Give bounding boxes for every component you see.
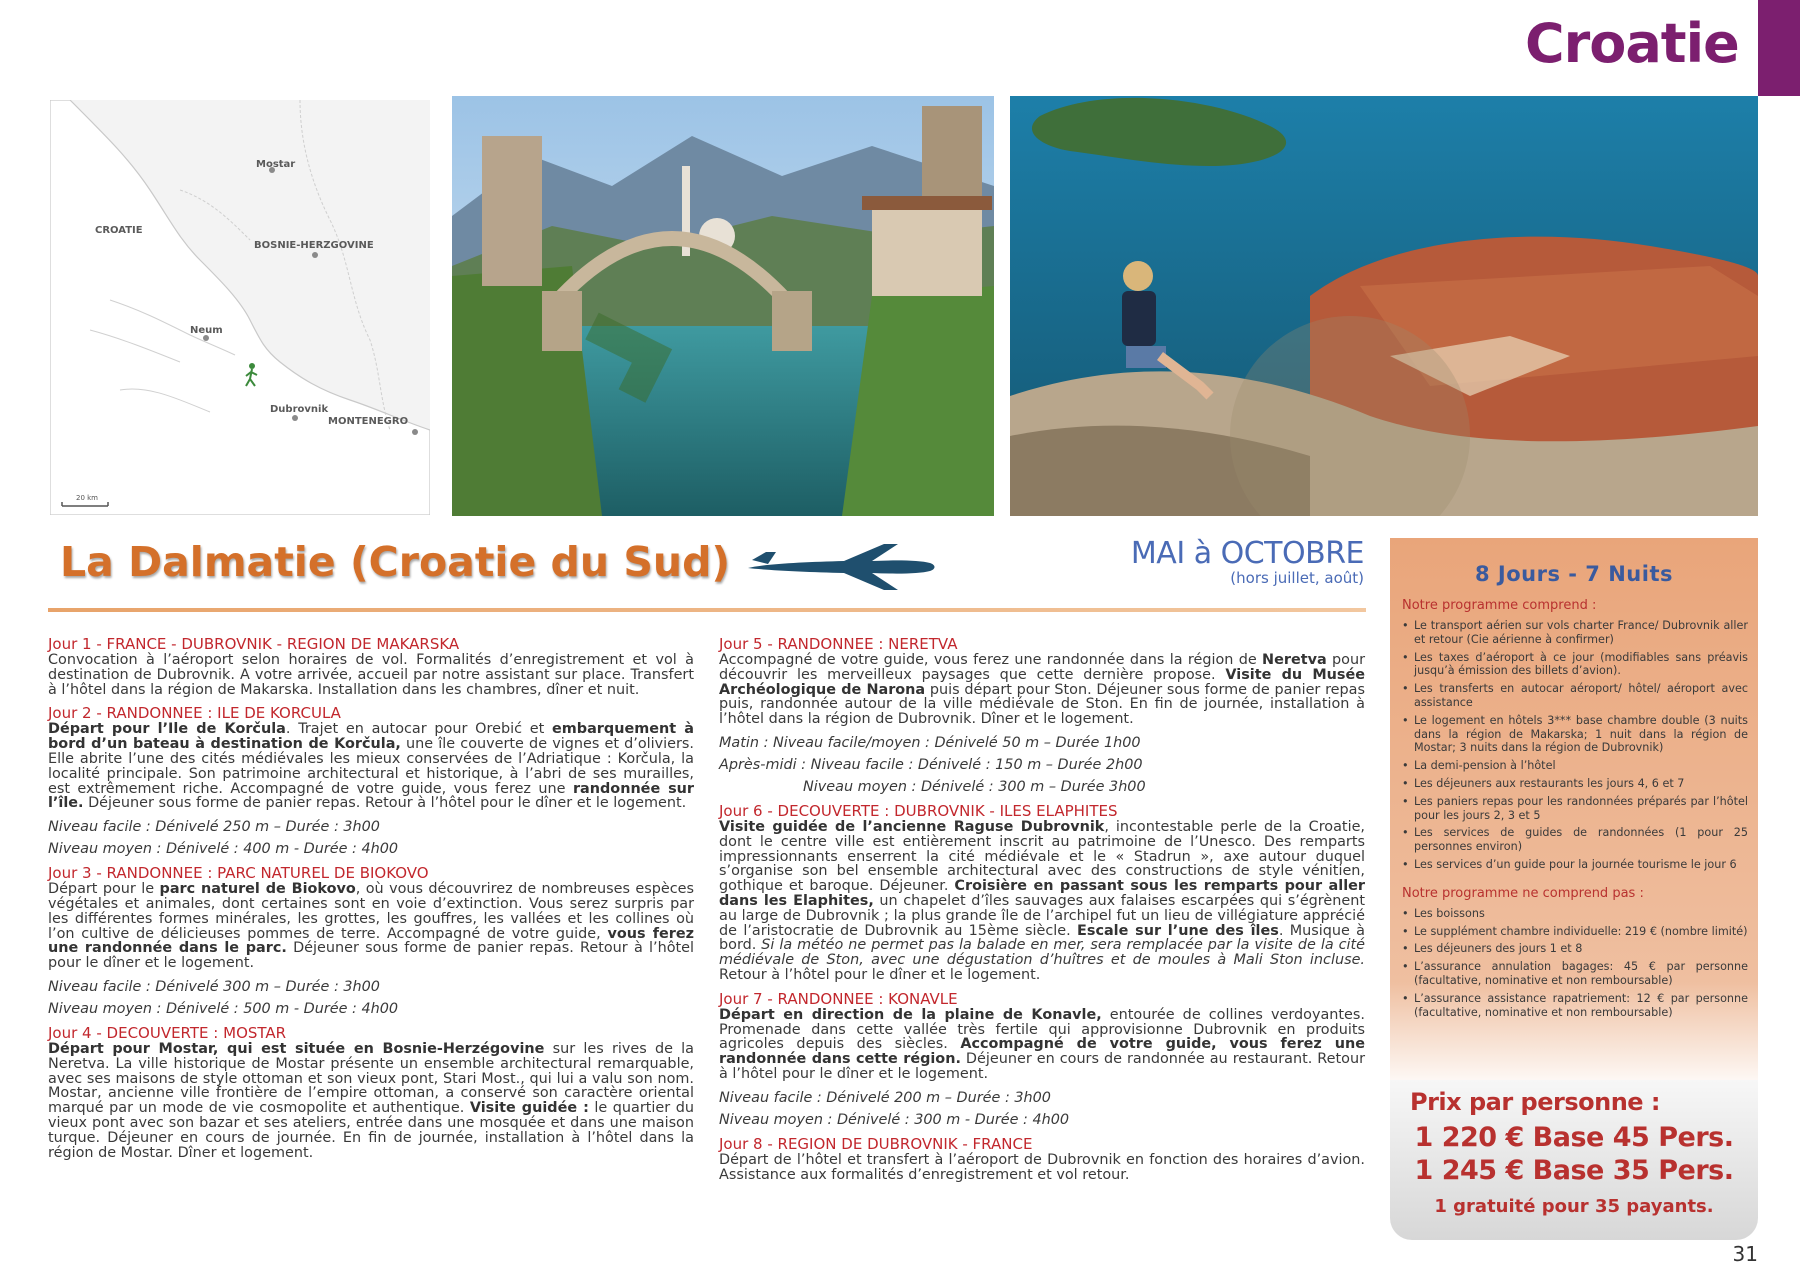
day-heading: Jour 5 - RANDONNEE : NERETVA: [719, 635, 958, 653]
itinerary-day: [48, 636, 694, 697]
excludes-heading: Notre programme ne comprend pas :: [1402, 885, 1644, 901]
day-text-segment: vous ferez une randonnée dans le parc.: [48, 925, 694, 957]
itinerary-day: [48, 1025, 694, 1160]
day-text-segment: Croisière en passant sous les remparts pour aller dans les Elaphites,: [719, 878, 1365, 909]
map-label-dubrovnik: Dubrovnik: [270, 404, 329, 415]
day-text-segment: , où vous découvrirez de nombreuses espèces végétales et animales, dont certaines sont en voie d’extinction. Vous serez surpris par les différentes formes minérales, les grottes, les gouffres, les vallées et les collines où l’on cultive de délicieuses pommes de terre. Accompagné de votre guide,: [48, 881, 694, 942]
day-text-segment: Départ en direction de la plaine de Konavle,: [719, 1006, 1102, 1023]
itinerary-day: [719, 991, 1365, 1128]
day-text-segment: un chapelet d’îles sauvages aux falaises escarpées qui s’égrènent au large de Dubrovnik ; la plus grande île de l’archipel fut un lieu de villégiature apprécié de l’aristocratie de Dubrovnik au 15ème siècle.: [719, 892, 1365, 939]
day-text-segment: parc naturel de Biokovo: [159, 881, 356, 898]
day-text-segment: Accompagné de votre guide, vous ferez une randonnée dans cette région.: [719, 1036, 1365, 1068]
day-text-segment: Départ de l’hôtel et transfert à l’aéroport de Dubrovnik en fonction des horaires d’avion. Assistance aux formalités d’enregistrement et vol retour.: [719, 1151, 1365, 1183]
day-text-segment: une île couverte de vignes et d’oliviers. Elle abrite l’une des cités médiévales les mieux conservées de l’Adriatique : Korčula, la localité principale. Son patrimoine architectural et historique, à l’abri de ses murailles, est extrêmement riche. Accompagné de votre guide, vous ferez une: [48, 736, 694, 797]
map-label-croatie: CROATIE: [95, 225, 143, 236]
program-item: • Les services d’un guide pour la journée tourisme le jour 6: [1402, 858, 1748, 872]
color-tab: [1758, 0, 1800, 96]
difficulty-level: Niveau moyen : Dénivelé : 500 m - Durée : 4h00: [48, 1000, 399, 1017]
difficulty-level: Niveau moyen : Dénivelé : 300 m – Durée 3h00: [803, 778, 1146, 795]
day-description: [719, 1153, 1365, 1183]
day-text-segment: Si la météo ne permet pas la balade en mer, sera remplacée par la visite de la cité médiévale de Ston, avec une dégustation d’huîtres et de moules à Mali Ston incluse.: [719, 937, 1366, 969]
map-label-neum: Neum: [190, 325, 223, 336]
program-item: • Les paniers repas pour les randonnées préparés par l’hôtel pour les jours 2, 3 et 5: [1402, 795, 1748, 823]
season-block: [1131, 536, 1364, 587]
day-heading: Jour 8 - REGION DE DUBROVNIK - FRANCE: [719, 1134, 1033, 1153]
title-divider: [48, 608, 1366, 612]
difficulty-level: Niveau moyen : Dénivelé : 300 m - Durée : 4h00: [719, 1111, 1070, 1128]
itinerary-day: [48, 705, 694, 857]
includes-list: [1390, 619, 1758, 872]
itinerary-left-column: [48, 636, 694, 1168]
day-text-segment: . Musique à bord.: [719, 922, 1366, 954]
day-description: [48, 722, 694, 811]
dubrovnik-photo: [1010, 96, 1758, 516]
difficulty-level: Niveau facile : Dénivelé 250 m – Durée : 3h00: [48, 819, 380, 836]
day-text-segment: entourée de collines verdoyantes. Promenade dans cette vallée très fertile qui approvisionne Dubrovnik en produits agricoles depuis des siècles.: [719, 1006, 1365, 1053]
day-text-segment: Déjeuner sous forme de panier repas. Retour à l’hôtel pour le dîner et le logement.: [48, 940, 694, 972]
day-text-segment: . Trajet en autocar pour Orebić et: [285, 721, 553, 738]
program-item: • L’assurance annulation bagages: 45 € par personne (facultative, nominative et non remboursable): [1402, 960, 1748, 988]
program-item: • Les déjeuners des jours 1 et 8: [1402, 942, 1748, 956]
map-label-montenegro: MONTENEGRO: [328, 416, 409, 427]
day-description: [48, 882, 694, 971]
program-item: • Le transport aérien sur vols charter France/ Dubrovnik aller et retour (Cie aérienne à confirmer): [1402, 619, 1748, 647]
difficulty-level: Niveau moyen : Dénivelé : 400 m - Durée : 4h00: [48, 841, 399, 858]
mostar-photo: [452, 96, 994, 516]
route-map: [50, 100, 430, 515]
day-heading: Jour 7 - RANDONNEE : KONAVLE: [719, 989, 958, 1008]
day-description: [719, 1008, 1365, 1082]
duration-label: 8 Jours - 7 Nuits: [1475, 562, 1673, 586]
day-heading: Jour 3 - RANDONNEE : PARC NATUREL DE BIOKOVO: [48, 864, 429, 883]
day-heading: Jour 6 - DECOUVERTE : DUBROVNIK - ILES ELAPHITES: [719, 801, 1118, 820]
itinerary-day: [719, 636, 1365, 795]
difficulty-level: Matin : Niveau facile/moyen : Dénivelé 50 m – Durée 1h00: [719, 734, 1141, 751]
day-text-segment: Escale sur l’une des îles: [1077, 922, 1279, 939]
day-text-segment: Visite du Musée Archéologique de Narona: [719, 666, 1366, 698]
free-offer: 1 gratuité pour 35 payants.: [1434, 1196, 1714, 1217]
itinerary-right-column: [719, 636, 1365, 1190]
day-heading: Jour 2 - RANDONNEE : ILE DE KORCULA: [48, 704, 341, 723]
program-item: • Les transferts en autocar aéroport/ hôtel/ aéroport avec assistance: [1402, 682, 1748, 710]
country-title: Croatie: [1525, 12, 1739, 75]
price-title: Prix par personne :: [1410, 1088, 1661, 1116]
season-note: (hors juillet, août): [1230, 569, 1364, 587]
season-label: MAI à OCTOBRE: [1130, 536, 1364, 571]
difficulty-level: Après-midi : Niveau facile : Dénivelé : 150 m – Durée 2h00: [719, 756, 1143, 773]
program-item: • Les services de guides de randonnées (1 pour 25 personnes environ): [1402, 826, 1748, 854]
day-text-segment: Retour à l’hôtel pour le dîner et le logement.: [719, 966, 1041, 983]
day-description: [48, 653, 694, 697]
price-base-35: 1 245 € Base 35 Pers.: [1414, 1155, 1734, 1186]
day-text-segment: Déjeuner sous forme de panier repas. Retour à l’hôtel pour le dîner et le logement.: [83, 795, 687, 812]
difficulty-level: Niveau facile : Dénivelé 200 m – Durée : 3h00: [719, 1089, 1051, 1106]
map-svg: [50, 100, 430, 515]
day-description: [48, 1042, 694, 1160]
difficulty-level: Niveau facile : Dénivelé 300 m – Durée : 3h00: [48, 978, 380, 995]
program-item: • La demi-pension à l’hôtel: [1402, 759, 1748, 773]
day-text-segment: Départ pour l’Ile de Korčula: [48, 721, 286, 738]
itinerary-day: [719, 1136, 1365, 1183]
page-number: 31: [1732, 1242, 1758, 1266]
day-text-segment: embarquement à bord d’un bateau à destination de Korčula,: [48, 721, 694, 753]
day-text-segment: randonnée sur l’île.: [48, 780, 694, 812]
price-box: [1390, 1080, 1758, 1240]
day-text-segment: Départ pour Mostar, qui est située en Bosnie-Herzégovine: [48, 1040, 545, 1057]
day-text-segment: Départ pour le: [48, 881, 160, 898]
map-label-mostar: Mostar: [256, 159, 296, 170]
day-text-segment: , incontestable perle de la Croatie, dont le centre ville est entièrement inscrit au patrimoine de l’Unesco. Des remparts impressionnants enserrent la cité médiévale et le « Stadrun », axe autour duquel s’organise son bel ensemble architectural avec des constructions de style vénitien, gothique et baroque. Déjeuner.: [719, 818, 1365, 895]
city-dot: [412, 429, 418, 435]
program-sidebar: [1390, 538, 1758, 1093]
day-text-segment: le quartier du vieux pont avec son bazar et ses ateliers, entrée dans une mosquée et dans une maison turque. Déjeuner en cours de journée. En fin de journée, installation à l’hôtel dans la région de Mostar. Dîner et logement.: [48, 1100, 695, 1161]
includes-heading: Notre programme comprend :: [1402, 598, 1597, 613]
program-item: • L’assurance assistance rapatriement: 12 € par personne (facultative, nominative et non remboursable): [1402, 992, 1748, 1020]
city-dot: [312, 252, 318, 258]
day-text-segment: Visite guidée de l’ancienne Raguse Dubrovnik: [719, 818, 1105, 835]
program-item: • Les déjeuners aux restaurants les jours 4, 6 et 7: [1402, 777, 1748, 791]
program-item: • Le logement en hôtels 3*** base chambre double (3 nuits dans la région de Makarska; 1 nuit dans la région de Mostar; 3 nuits dans la région de Dubrovnik): [1402, 714, 1748, 755]
day-text-segment: Accompagné de votre guide, vous ferez une randonnée dans la région de: [719, 652, 1263, 668]
day-text-segment: Neretva: [1262, 652, 1327, 668]
program-item: • Le supplément chambre individuelle: 219 € (nombre limité): [1402, 925, 1748, 939]
day-text-segment: sur les rives de la Neretva. La ville historique de Mostar présente un ensemble architectural remarquable, avec ses maisons de style ottoman et son vieux pont, Stari Most., qui lui a valu son nom. Mostar, ancienne ville frontière de l’empire ottoman, a conservé son caractère oriental marqué par un mode de vie cosmopolite et authentique.: [48, 1040, 695, 1117]
day-text-segment: puis départ pour Ston. Déjeuner sous forme de panier repas puis, randonnée autour de la ville médiévale de Ston. En fin de journée, installation à l’hôtel dans la région de Dubrovnik. Dîner et le logement.: [719, 681, 1365, 728]
day-heading: Jour 4 - DECOUVERTE : MOSTAR: [48, 1023, 287, 1042]
day-text-segment: Visite guidée :: [469, 1100, 589, 1117]
itinerary-day: [719, 803, 1365, 983]
day-text-segment: Convocation à l’aéroport selon horaires de vol. Formalités d’enregistrement et vol à destination de Dubrovnik. A votre arrivée, accueil par notre assistant sur place. Transfert à l’hôtel dans la région de Makarska. Installation dans les chambres, dîner et nuit.: [48, 652, 694, 698]
scale-label: 20 km: [76, 494, 99, 502]
day-description: [719, 820, 1365, 983]
day-text-segment: pour découvrir les merveilleux paysages que cette dernière propose.: [719, 652, 1365, 683]
program-item: • Les boissons: [1402, 907, 1748, 921]
day-heading: Jour 1 - FRANCE - DUBROVNIK - REGION DE MAKARSKA: [48, 635, 460, 653]
excludes-list: [1390, 907, 1758, 1020]
day-text-segment: Déjeuner en cours de randonnée au restaurant. Retour à l’hôtel pour le dîner et le logement.: [719, 1051, 1365, 1082]
price-base-45: 1 220 € Base 45 Pers.: [1414, 1122, 1734, 1153]
map-label-bosnie: BOSNIE-HERZGOVINE: [254, 240, 374, 251]
day-description: [719, 653, 1365, 727]
itinerary-day: [48, 865, 694, 1017]
tour-title: La Dalmatie (Croatie du Sud): [60, 538, 731, 586]
program-item: • Les taxes d’aéroport à ce jour (modifiables sans préavis jusqu’à émission des billets d’avion).: [1402, 651, 1748, 679]
city-dot: [292, 415, 298, 421]
airplane-icon: [744, 538, 938, 596]
